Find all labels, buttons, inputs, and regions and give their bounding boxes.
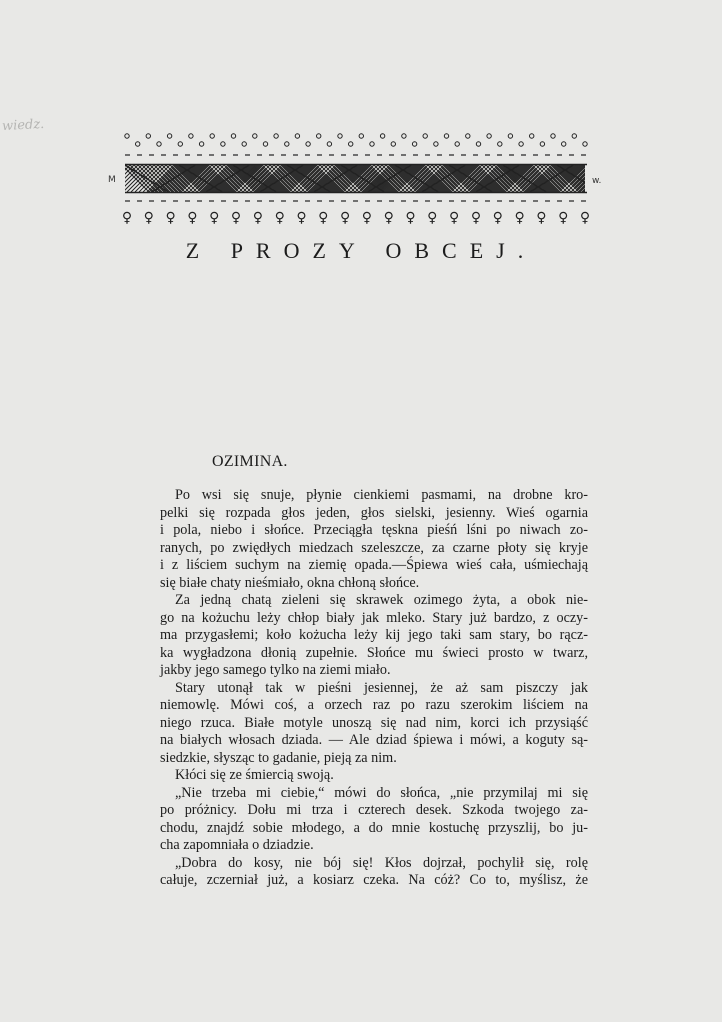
female-symbol-icon: ♀ [427,210,438,226]
circle-mark [455,142,459,146]
text-line: Kłóci się ze śmiercią swoją. [175,767,334,783]
female-symbol-icon: ♀ [252,210,264,226]
text-line: i pola, niebo i słońce. Przeciągła tęskna pieśń lśni po niwach zo- [160,522,588,538]
circle-mark [370,142,374,146]
hatch-stroke [610,165,615,192]
female-symbol-icon: ♀ [448,210,460,226]
female-symbol-icon: ♀ [492,210,503,226]
text-line: jakby jego samego tylko na ziemi miało. [160,662,391,678]
female-symbol-icon: ♀ [121,210,133,226]
female-symbol-icon: ♀ [536,210,547,226]
circle-mark [306,142,310,146]
circle-mark [434,142,438,146]
circle-mark [562,142,566,146]
hatch-stroke [614,165,615,192]
female-symbol-icon: ♀ [209,210,220,226]
circle-mark [189,134,193,138]
circle-mark [136,142,140,146]
female-symbol-icon: ♀ [339,210,351,226]
circle-mark [583,142,587,146]
text-line: siedzkie, słysząc to gadanie, pieją za nim. [160,749,397,766]
circle-mark [178,142,182,146]
circle-mark [274,134,278,138]
text-line: Po wsi się snuje, płynie cienkiemi pasmami, na drobne kro- [175,487,588,503]
circle-mark [167,134,171,138]
text-line: go na kożuchu leży chłop biały jak mleko. Stary już bardzo, z oczy- [160,609,588,626]
circle-mark [231,134,235,138]
female-symbol-icon: ♀ [165,210,176,226]
circle-mark [338,134,342,138]
text-line: Za jedną chatą zieleni się skrawek ozimego żyta, a obok nie- [175,592,588,608]
female-symbol-row [122,210,590,226]
circle-mark [285,142,289,146]
circle-mark [221,142,225,146]
female-symbol-icon: ♀ [470,210,482,226]
circle-mark [349,142,353,146]
text-line: i z liściem suchym na ziemię opada.—Śpiewa wieś cała, uśmiechają [160,557,588,573]
circle-mark [317,134,321,138]
female-symbol-icon: ♀ [143,210,154,226]
text-line: „Nie trzeba mi ciebie,“ mówi do słońca, „nie przymilaj mi się [175,784,588,801]
circle-mark [380,134,384,138]
hatch-stroke [603,165,615,192]
decorative-folk-ornament [105,125,615,230]
ornament-mark-right: w. [592,176,602,186]
circle-mark [263,142,267,146]
female-symbol-icon: ♀ [187,210,198,226]
circle-mark [199,142,203,146]
circle-mark [146,134,150,138]
female-symbol-icon: ♀ [383,210,394,226]
circle-mark [125,134,129,138]
text-line: się białe chaty nieśmiało, okna chłoną słońce. [160,574,420,591]
text-line: niemowlę. Mówi coś, a orzech raz po razu szerokim liściem na [160,697,588,713]
circle-mark [412,142,416,146]
female-symbol-icon: ♀ [579,210,591,226]
circle-mark [359,134,363,138]
female-symbol-icon: ♀ [318,210,329,226]
circle-mark [530,134,534,138]
circle-mark [327,142,331,146]
text-line: „Dobra do kosy, nie bój się! Kłos dojrzał, pochylił się, rolę [175,854,588,871]
circle-mark [519,142,523,146]
text-line: pelki się rozpada głos jeden, głos sielski, jesienny. Wieś ogarnia [160,504,588,521]
circle-mark [423,134,427,138]
circle-mark [444,134,448,138]
female-symbol-icon: ♀ [514,210,525,226]
hatch-stroke [611,165,615,192]
circle-mark [572,134,576,138]
circle-mark [253,134,257,138]
female-symbol-icon: ♀ [274,210,285,226]
text-line: na białych włosach dziada. — Ale dziad śpiewa i mówi, a koguty są- [160,732,588,748]
circle-mark [242,142,246,146]
circle-mark [498,142,502,146]
text-line: cha zapomniała o dziadzie. [160,837,314,853]
text-line: całuje, zczerniał już, a kosiarz czeka. Na cóż? Co to, myślisz, że [160,872,588,888]
section-title: Z PROZY OBCEJ. [185,238,537,263]
circle-mark [295,134,299,138]
text-line: ranych, po zwiędłych miedzach szeleszcze, za czarne płoty się kryje [160,539,588,556]
ornament-mark-left: M [108,175,116,185]
female-symbol-icon: ♀ [361,210,373,226]
circle-mark [466,134,470,138]
female-symbol-icon: ♀ [296,210,307,226]
circle-mark [210,134,214,138]
circle-mark [402,134,406,138]
circle-mark [487,134,491,138]
story-body-text [160,487,588,890]
hatch-stroke [607,165,615,192]
hatch-stroke [606,165,615,192]
circle-mark [508,134,512,138]
text-line: po próżnicy. Dołu mi trza i czterech desek. Szkoda twojego za- [160,802,588,818]
circle-mark [391,142,395,146]
text-line: chodu, znajdź sobie młodego, a do mnie kostuchę przyszlij, bo ju- [160,819,588,836]
female-symbol-icon: ♀ [230,210,242,226]
circle-mark [157,142,161,146]
hatch-stroke [602,165,615,192]
text-line: Stary utonął tak w pieśni jesiennej, że aż sam piszczy jak [175,679,588,696]
text-line: ma przygasłemi; koło kożucha leży kij jego taki sam stary, bo rącz- [160,627,588,643]
handwritten-margin-note: wiedz. [1,116,45,135]
text-line: niego rzuca. Białe motyle unoszą się nad nim, korci ich przysiąść [160,714,588,731]
circle-mark [540,142,544,146]
circle-mark [551,134,555,138]
circle-row [125,134,587,146]
hatched-band [105,165,615,192]
text-line: ka wygładzona dłonią zupełnie. Słońce mu świeci prosto w twarz, [160,644,588,661]
story-title: OZIMINA. [212,453,288,470]
circle-mark [476,142,480,146]
female-symbol-icon: ♀ [405,210,416,226]
female-symbol-icon: ♀ [558,210,569,226]
